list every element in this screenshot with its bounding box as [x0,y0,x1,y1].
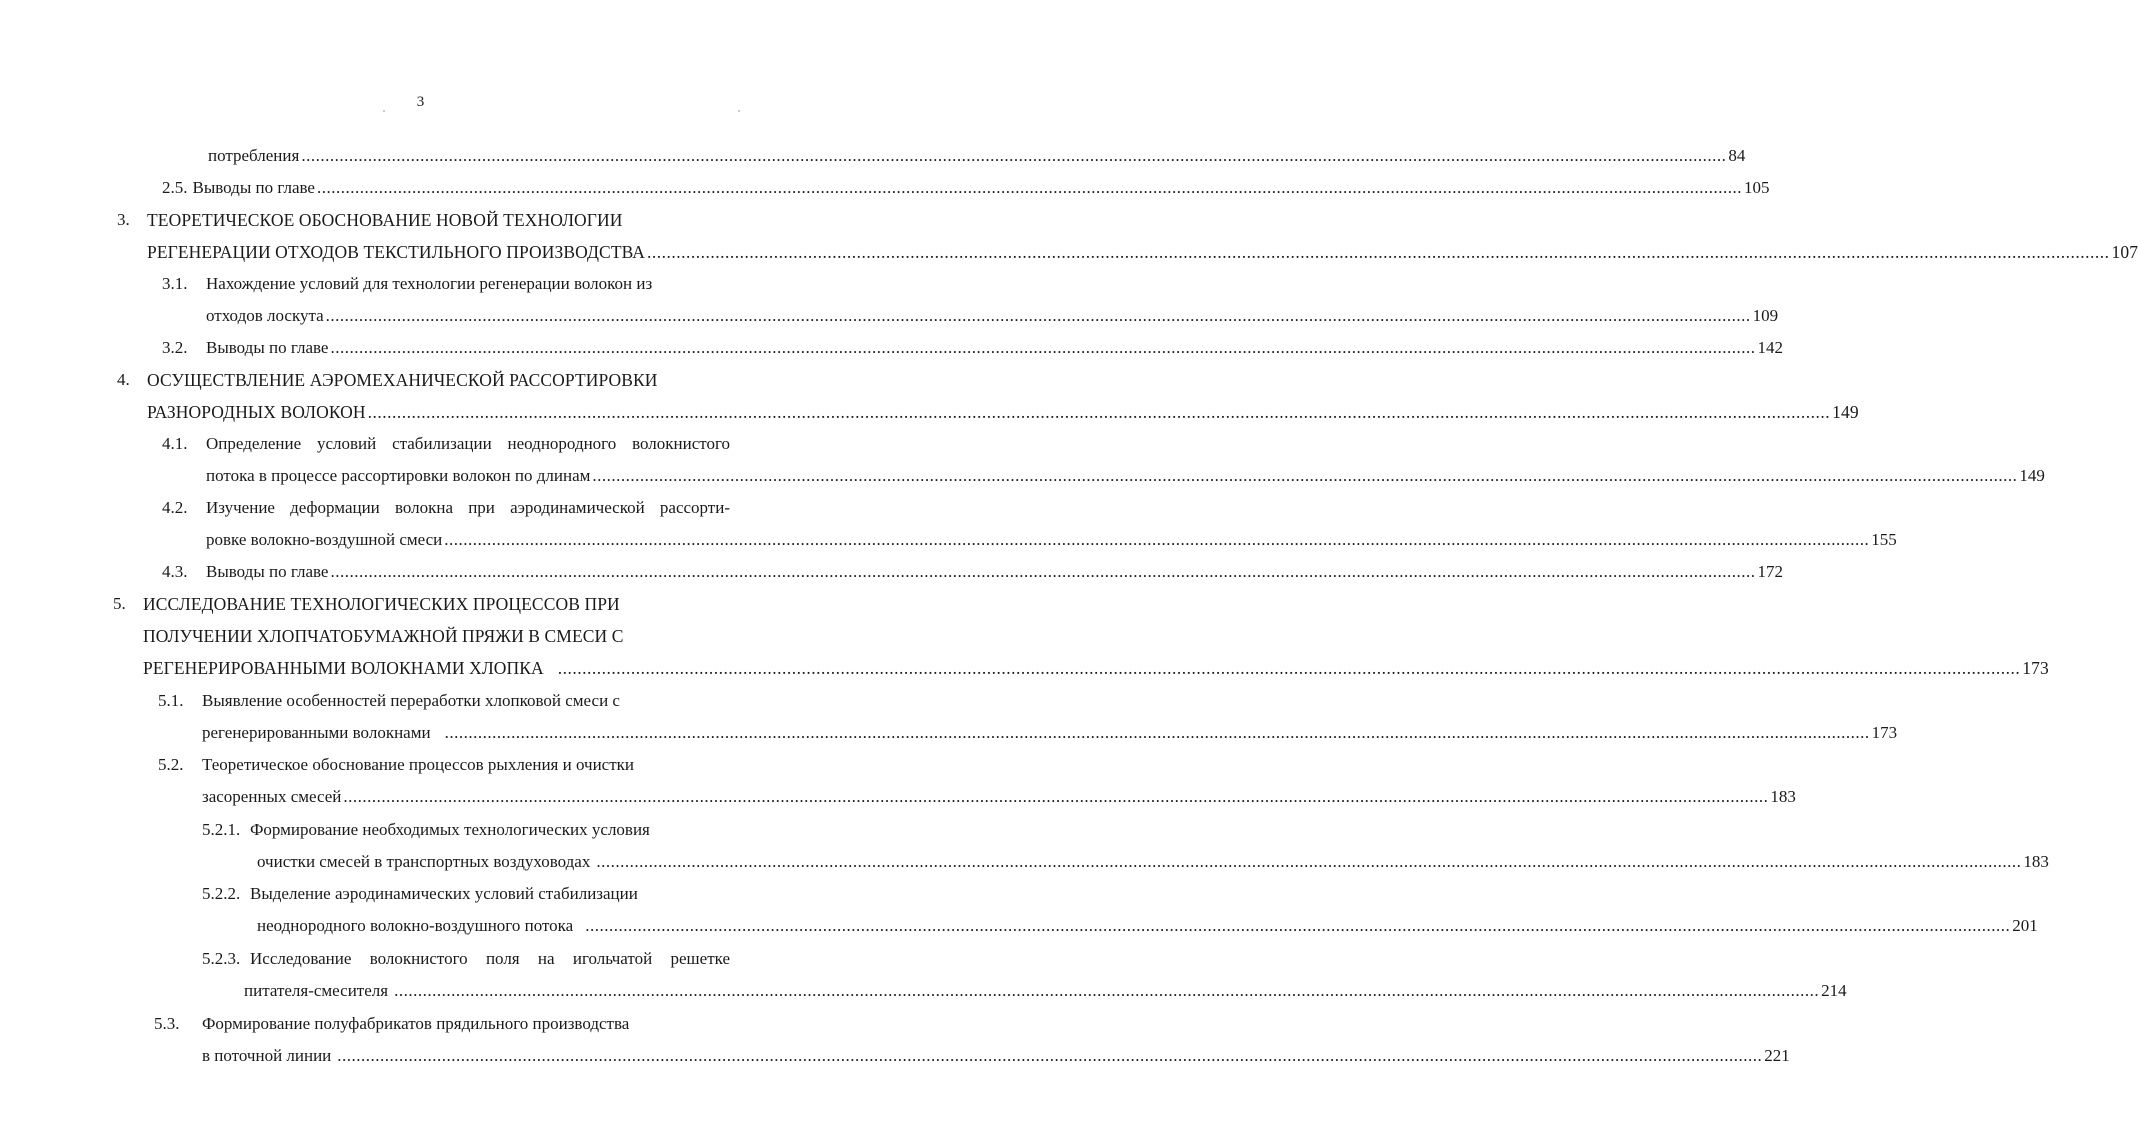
dot-leader: ............................................................................................................................................................................................................................................................................................................ [557,658,2021,678]
dot-leader: ............................................................................................................................................................................................................................................................................................................ [394,981,1820,1000]
toc-entry-page: 183 [1770,787,1796,806]
toc-entry-page: 105 [1743,178,1770,197]
dot-leader: ............................................................................................................................................................................................................................................................................................................ [325,306,1751,325]
toc-entry-number: 5.3. [154,1014,180,1033]
toc-entry-title: РЕГЕНЕРИРОВАННЫМИ ВОЛОКНАМИ ХЛОПКА [143,658,544,678]
toc-entry-number: 3.1. [162,274,188,293]
toc-entry-number: 4.1. [162,434,188,453]
toc-entry-title: потребления [208,146,300,165]
toc-entry [202,786,1796,808]
toc-entry [244,980,1847,1002]
toc-entry-number: 4.3. [162,562,188,581]
toc-entry-title: РАЗНОРОДНЫХ ВОЛОКОН [147,402,366,422]
dot-leader: ............................................................................................................................................................................................................................................................................................................ [596,852,2022,871]
toc-entry [202,722,1898,744]
toc-entry-number: 5. [113,594,126,613]
toc-entry-page: 155 [1871,530,1897,549]
toc-entry-page: 214 [1821,981,1847,1000]
toc-entry-title: Формирование необходимых технологических условия [250,820,650,839]
toc-chapter-heading: ПОЛУЧЕНИИ ХЛОПЧАТОБУМАЖНОЙ ПРЯЖИ В СМЕСИ С [143,626,624,646]
toc-entry [147,401,1859,423]
toc-entry-title: неоднородного волокно-воздушного потока [257,916,574,935]
toc-entry-title: Нахождение условий для технологии регенерации волокон из [206,274,653,293]
toc-entry-page: 173 [2022,658,2049,678]
toc-entry-title: Выявление особенностей переработки хлопковой смеси с [202,691,620,710]
toc-entry [206,561,1783,583]
toc-entry-page: 183 [2023,852,2049,871]
toc-chapter-heading: ИССЛЕДОВАНИЕ ТЕХНОЛОГИЧЕСКИХ ПРОЦЕССОВ ПРИ [143,594,620,614]
toc-entry [206,337,1783,359]
toc-entry-number: 5.2.2. [202,884,241,903]
toc-entry-number: 4. [117,370,130,389]
toc-entry [206,305,1779,327]
toc-entry-title: Теоретическое обоснование процессов рыхления и очистки [202,755,635,774]
toc-entry-title: в поточной линии [202,1046,332,1065]
toc-entry-title: Выводы по главе [192,178,315,197]
toc-entry-title: потока в процессе рассортировки волокон по длинам [206,466,591,485]
toc-entry [147,241,2138,263]
toc-entry-number: 5.2.1. [202,820,241,839]
page-number: 3 [416,94,425,110]
toc-entry-title: Изучение деформации волокна при аэродинамической рассорти- [206,498,730,517]
toc-entry [162,177,1770,199]
toc-entry [208,145,1746,167]
toc-entry [257,851,2049,873]
toc-entry-title: ровке волокно-воздушной смеси [206,530,443,549]
scan-speck [738,110,740,112]
toc-chapter-heading: ТЕОРЕТИЧЕСКОЕ ОБОСНОВАНИЕ НОВОЙ ТЕХНОЛОГИИ [147,210,623,230]
toc-entry-number: 5.1. [158,691,184,710]
dot-leader: ............................................................................................................................................................................................................................................................................................................ [343,787,1769,806]
toc-entry-title: питателя-смесителя [244,981,389,1000]
toc-entry-title: отходов лоскута [206,306,324,325]
dot-leader: ............................................................................................................................................................................................................................................................................................................ [592,466,2018,485]
toc-entry [206,529,1897,551]
toc-chapter-heading: ОСУЩЕСТВЛЕНИЕ АЭРОМЕХАНИЧЕСКОЙ РАССОРТИРОВКИ [147,370,658,390]
toc-entry-number: 5.2. [158,755,184,774]
dot-leader: ............................................................................................................................................................................................................................................................................................................ [337,1046,1763,1065]
toc-entry-title: очистки смесей в транспортных воздуховодах [257,852,591,871]
toc-entry-page: 107 [2111,242,2138,262]
dot-leader: ............................................................................................................................................................................................................................................................................................................ [444,530,1870,549]
dot-leader: ............................................................................................................................................................................................................................................................................................................ [330,562,1756,581]
toc-entry-title: регенерированными волокнами [202,723,431,742]
toc-entry-title: засоренных смесей [202,787,342,806]
toc-entry-number: 3.2. [162,338,188,357]
toc-entry-page: 201 [2012,916,2038,935]
dot-leader: ............................................................................................................................................................................................................................................................................................................ [316,178,1742,197]
toc-entry-title: Исследование волокнистого поля на игольчатой решетке [250,949,730,968]
toc-entry-page: 221 [1764,1046,1790,1065]
dot-leader: ............................................................................................................................................................................................................................................................................................................ [444,723,1870,742]
dot-leader: ............................................................................................................................................................................................................................................................................................................ [301,146,1727,165]
toc-entry-page: 173 [1871,723,1898,742]
toc-entry-number: 5.2.3. [202,949,241,968]
dot-leader: ............................................................................................................................................................................................................................................................................................................ [647,242,2110,262]
toc-entry [206,465,2045,487]
toc-entry-title: Выделение аэродинамических условий стабилизации [250,884,638,903]
dot-leader: ............................................................................................................................................................................................................................................................................................................ [330,338,1756,357]
toc-entry-number: 2.5. [162,178,188,197]
toc-entry [202,1045,1790,1067]
toc-entry [257,915,2038,937]
toc-entry-number: 3. [117,210,130,229]
toc-entry-title: Выводы по главе [206,338,329,357]
dot-leader: ............................................................................................................................................................................................................................................................................................................ [585,916,2011,935]
toc-entry-title: Формирование полуфабрикатов прядильного производства [202,1014,630,1033]
dot-leader: ............................................................................................................................................................................................................................................................................................................ [367,402,1831,422]
toc-entry-title: Определение условий стабилизации неоднородного волокнистого [206,434,730,453]
toc-entry-number: 4.2. [162,498,188,517]
toc-entry-title: Выводы по главе [206,562,329,581]
toc-entry-page: 84 [1728,146,1746,165]
scan-speck [383,110,385,112]
toc-entry-page: 109 [1752,306,1779,325]
toc-entry-title: РЕГЕНЕРАЦИИ ОТХОДОВ ТЕКСТИЛЬНОГО ПРОИЗВОДСТВА [147,242,646,262]
toc-entry [143,657,2049,679]
toc-entry-page: 172 [1757,562,1783,581]
toc-entry-page: 149 [2019,466,2045,485]
toc-entry-page: 142 [1757,338,1783,357]
toc-entry-page: 149 [1832,402,1859,422]
